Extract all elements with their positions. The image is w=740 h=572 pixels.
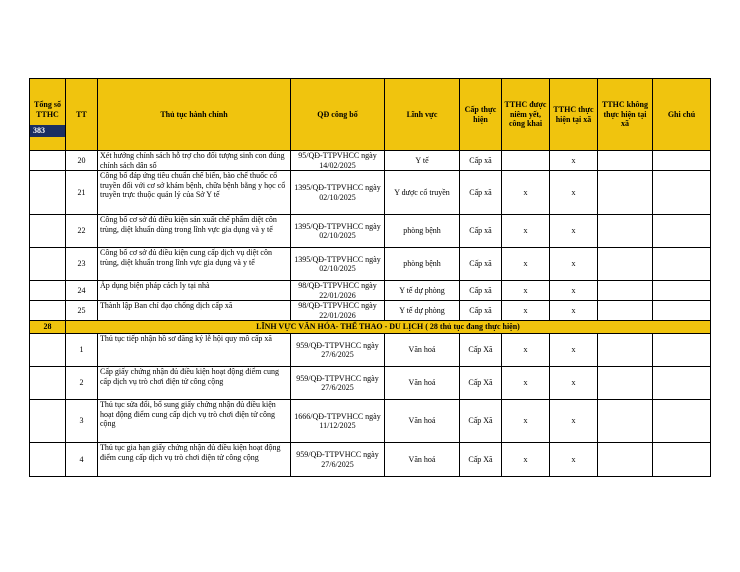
row-field: Y tế dự phòng: [385, 301, 460, 321]
row-tt: 4: [66, 443, 98, 477]
row-tt: 22: [66, 215, 98, 248]
procedures-table: [29, 78, 711, 477]
row-level: Cấp Xã: [460, 367, 502, 400]
row-procedure: Công bố đáp ứng tiêu chuẩn chế biến, bào chế thuốc cổ truyền đối với cơ sở khám bệnh, chữa bệnh bằng y học cổ truyền trực thuộc quản lý của Sở Y tế: [98, 171, 291, 215]
row-tt: 20: [66, 151, 98, 171]
row-procedure: Thủ tục tiếp nhận hồ sơ đăng ký lễ hội quy mô cấp xã: [98, 334, 291, 367]
row-level: Cấp xã: [460, 281, 502, 301]
row-listed: [502, 151, 550, 171]
row-at-commune: x: [550, 367, 598, 400]
header-at-commune: TTHC thực hiện tại xã: [550, 79, 598, 151]
table-row: [30, 400, 711, 443]
table-row: [30, 215, 711, 248]
row-listed: x: [502, 400, 550, 443]
row-level: Cấp Xã: [460, 334, 502, 367]
row-field: Y tế dự phòng: [385, 281, 460, 301]
row-decision: 959/QĐ-TTPVHCC ngày 27/6/2025: [291, 334, 385, 367]
table-row: [30, 334, 711, 367]
row-field: phòng bệnh: [385, 215, 460, 248]
row-at-commune: x: [550, 301, 598, 321]
row-tt: 3: [66, 400, 98, 443]
row-procedure: Áp dụng biện pháp cách ly tại nhà: [98, 281, 291, 301]
row-field: Y dược cổ truyền: [385, 171, 460, 215]
row-field: Văn hoá: [385, 334, 460, 367]
table-row: [30, 367, 711, 400]
row-at-commune: x: [550, 151, 598, 171]
table-row: [30, 248, 711, 281]
row-decision: 1395/QĐ-TTPVHCC ngày 02/10/2025: [291, 215, 385, 248]
row-tt: 1: [66, 334, 98, 367]
section-title: LĨNH VỰC VĂN HÓA- THỂ THAO - DU LỊCH ( 28 thủ tục đang thực hiện): [66, 321, 711, 334]
row-decision: 959/QĐ-TTPVHCC ngày 27/6/2025: [291, 443, 385, 477]
row-listed: x: [502, 301, 550, 321]
row-decision: 98/QĐ-TTPVHCC ngày 22/01/2026: [291, 281, 385, 301]
row-listed: x: [502, 334, 550, 367]
row-at-commune: x: [550, 171, 598, 215]
header-decision: QĐ công bố: [291, 79, 385, 151]
row-tt: 21: [66, 171, 98, 215]
row-level: Cấp xã: [460, 151, 502, 171]
row-listed: x: [502, 248, 550, 281]
row-procedure: Thủ tục sửa đổi, bổ sung giấy chứng nhận đủ điều kiện hoạt động điểm cung cấp dịch vụ trò chơi điện tử công cộng: [98, 400, 291, 443]
row-tt: 24: [66, 281, 98, 301]
row-level: Cấp Xã: [460, 443, 502, 477]
row-listed: x: [502, 367, 550, 400]
table-row: [30, 281, 711, 301]
header-total-count: 383: [30, 125, 65, 137]
row-at-commune: x: [550, 334, 598, 367]
header-tt: TT: [66, 79, 98, 151]
row-field: Văn hoá: [385, 400, 460, 443]
row-listed: x: [502, 281, 550, 301]
row-decision: 1395/QĐ-TTPVHCC ngày 02/10/2025: [291, 248, 385, 281]
row-at-commune: x: [550, 248, 598, 281]
table-row: [30, 301, 711, 321]
row-decision: 959/QĐ-TTPVHCC ngày 27/6/2025: [291, 367, 385, 400]
row-level: Cấp xã: [460, 215, 502, 248]
row-level: Cấp xã: [460, 248, 502, 281]
row-listed: x: [502, 215, 550, 248]
row-level: Cấp Xã: [460, 400, 502, 443]
row-decision: 98/QĐ-TTPVHCC ngày 22/01/2026: [291, 301, 385, 321]
header-level: Cấp thực hiện: [460, 79, 502, 151]
table-row: [30, 443, 711, 477]
row-field: Văn hoá: [385, 443, 460, 477]
row-field: phòng bệnh: [385, 248, 460, 281]
row-procedure: Công bố cơ sở đủ điều kiện sản xuất chế phẩm diệt côn trùng, diệt khuẩn dùng trong lĩnh vực gia dụng và y tế: [98, 215, 291, 248]
table-row: [30, 171, 711, 215]
row-procedure: Cấp giấy chứng nhận đủ điều kiện hoạt động điểm cung cấp dịch vụ trò chơi điện tử công cộng: [98, 367, 291, 400]
row-field: Y tế: [385, 151, 460, 171]
row-level: Cấp xã: [460, 171, 502, 215]
header-listed: TTHC được niêm yết, công khai: [502, 79, 550, 151]
row-at-commune: x: [550, 400, 598, 443]
row-procedure: Công bố cơ sở đủ điều kiện cung cấp dịch vụ diệt côn trùng, diệt khuẩn trong lĩnh vực gia dụng và y tế: [98, 248, 291, 281]
row-at-commune: x: [550, 281, 598, 301]
section-count: 28: [30, 321, 66, 334]
header-note: Ghi chú: [653, 79, 711, 151]
header-row: [30, 79, 711, 151]
row-tt: 23: [66, 248, 98, 281]
row-tt: 2: [66, 367, 98, 400]
row-decision: 1395/QĐ-TTPVHCC ngày 02/10/2025: [291, 171, 385, 215]
row-decision: 95/QĐ-TTPVHCC ngày 14/02/2025: [291, 151, 385, 171]
table-row: [30, 151, 711, 171]
row-decision: 1666/QĐ-TTPVHCC ngày 11/12/2025: [291, 400, 385, 443]
header-procedure: Thủ tục hành chính: [98, 79, 291, 151]
header-total: [30, 79, 66, 151]
section-row: [30, 321, 711, 334]
row-listed: x: [502, 443, 550, 477]
row-procedure: Xét hưởng chính sách hỗ trợ cho đối tượng sinh con đúng chính sách dân số: [98, 151, 291, 171]
row-listed: x: [502, 171, 550, 215]
row-field: Văn hoá: [385, 367, 460, 400]
row-procedure: Thủ tục gia hạn giấy chứng nhận đủ điều kiện hoạt động điểm cung cấp dịch vụ trò chơi điện tử công cộng: [98, 443, 291, 477]
row-procedure: Thành lập Ban chỉ đạo chống dịch cấp xã: [98, 301, 291, 321]
row-at-commune: x: [550, 443, 598, 477]
header-not-at-commune: TTHC không thực hiện tại xã: [598, 79, 653, 151]
row-at-commune: x: [550, 215, 598, 248]
header-field: Lĩnh vực: [385, 79, 460, 151]
header-total-label: Tổng số TTHC: [34, 100, 61, 119]
row-level: Cấp xã: [460, 301, 502, 321]
row-tt: 25: [66, 301, 98, 321]
